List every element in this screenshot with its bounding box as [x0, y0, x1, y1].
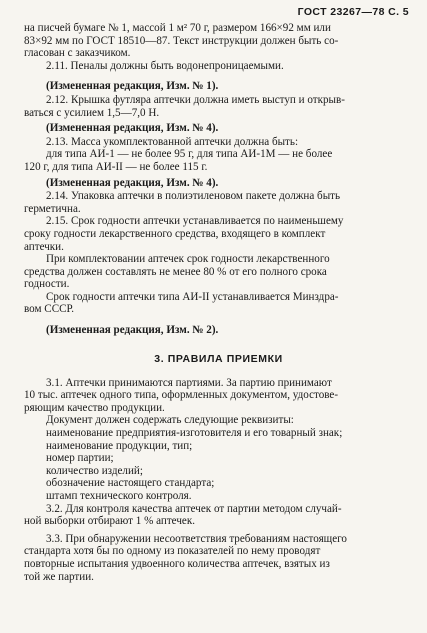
- text-line: ваться с усилием 1,5—7,0 Н.: [24, 106, 160, 119]
- text-line: ряющим качество продукции.: [24, 401, 165, 414]
- clause-2-12: 2.12. Крышка футляра аптечки должна иметь выступ и открыв-: [46, 93, 345, 106]
- text-line: вом СССР.: [24, 303, 75, 316]
- clause-3-3: 3.3. При обнаружении несоответствия требованиям настоящего: [46, 532, 347, 545]
- text-line: аптечки.: [24, 240, 64, 253]
- list-item: наименование продукции, тип;: [46, 439, 193, 452]
- text-line: Документ должен содержать следующие реквизиты:: [46, 414, 294, 427]
- text-line: 120 г, для типа АИ-II — не более 115 г.: [24, 160, 208, 173]
- clause-3-1: 3.1. Аптечки принимаются партиями. За партию принимают: [46, 376, 332, 389]
- amendment-note: (Измененная редакция, Изм. № 4).: [46, 176, 219, 189]
- clause-2-14: 2.14. Упаковка аптечки в полиэтиленовом пакете должна быть: [46, 190, 341, 203]
- text-line: годности.: [24, 278, 70, 291]
- text-line: гласован с заказчиком.: [24, 47, 131, 60]
- list-item: номер партии;: [46, 452, 114, 465]
- section-title: 3. ПРАВИЛА ПРИЕМКИ: [154, 352, 283, 365]
- text-line: 10 тыс. аптечек одного типа, оформленных документом, удостове-: [24, 389, 339, 402]
- text-line: При комплектовании аптечек срок годности лекарственного: [46, 253, 330, 266]
- text-line: герметична.: [24, 202, 81, 215]
- text-line: для типа АИ-1 — не более 95 г, для типа АИ-1М — не более: [46, 148, 333, 161]
- text-line: той же партии.: [24, 570, 94, 583]
- clause-2-13: 2.13. Масса укомплектованной аптечки должна быть:: [46, 135, 299, 148]
- clause-3-2: 3.2. Для контроля качества аптечек от партии методом случай-: [46, 502, 342, 515]
- text-line: Срок годности аптечки типа АИ-II устанавливается Минздра-: [46, 290, 339, 303]
- list-item: штамп технического контроля.: [46, 490, 192, 502]
- clause-2-11: 2.11. Пеналы должны быть водонепроницаемыми.: [46, 59, 284, 72]
- amendment-note: (Измененная редакция, Изм. № 1).: [46, 80, 219, 93]
- document-body: [24, 22, 413, 583]
- amendment-note: (Измененная редакция, Изм. № 2).: [46, 324, 219, 337]
- text-line: на писчей бумаге № 1, массой 1 м² 70 г, размером 166×92 мм или: [24, 22, 331, 34]
- clause-2-15: 2.15. Срок годности аптечки устанавливается по наименьшему: [46, 215, 344, 228]
- text-line: 83×92 мм по ГОСТ 18510—87. Текст инструкции должен быть со-: [24, 34, 339, 47]
- text-line: средства должен составлять не менее 80 % от его полного срока: [24, 265, 327, 278]
- amendment-note: (Измененная редакция, Изм. № 4).: [46, 122, 219, 135]
- list-item: количество изделий;: [46, 464, 143, 477]
- text-line: стандарта хотя бы по одному из показателей по нему проводят: [24, 545, 321, 558]
- page-header: ГОСТ 23267—78 С. 5: [297, 6, 409, 18]
- list-item: обозначение настоящего стандарта;: [46, 477, 215, 490]
- text-line: повторные испытания удвоенного количества аптечек, взятых из: [24, 557, 330, 570]
- list-item: наименование предприятия-изготовителя и его товарный знак;: [46, 427, 343, 440]
- text-line: ной выборки отбирают 1 % аптечек.: [24, 515, 195, 528]
- text-line: сроку годности лекарственного средства, входящего в комплект: [24, 227, 326, 240]
